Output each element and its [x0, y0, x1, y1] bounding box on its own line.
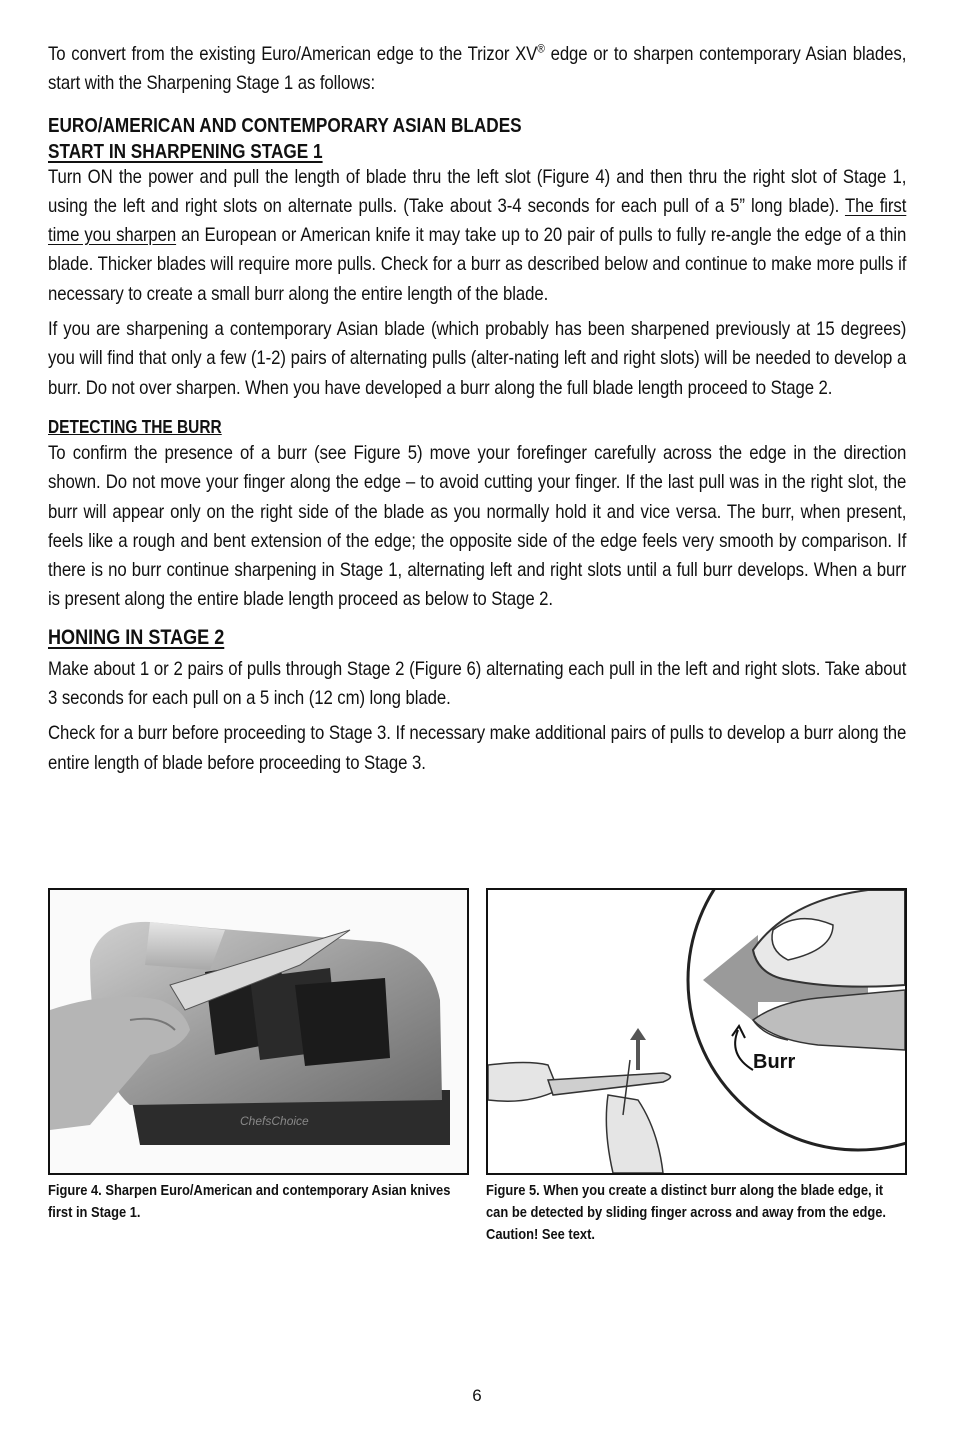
section1-heading: EURO/AMERICAN AND CONTEMPORARY ASIAN BLADES [48, 114, 522, 137]
section1-subheading: START IN SHARPENING STAGE 1 [48, 140, 323, 163]
section2-heading: DETECTING THE BURR [48, 416, 222, 437]
section3-paragraph-2: Check for a burr before proceeding to Stage 3. If necessary make additional pairs of pulls to develop a burr along the entire length of blade before proceeding to Stage 3. [48, 722, 907, 774]
intro-paragraph [48, 40, 906, 99]
intro-text-cont: edge or to sharpen contemporary Asian blades, start with the Sharpening Stage 1 as follows: [48, 43, 907, 95]
section3-paragraph-1: Make about 1 or 2 pairs of pulls through Stage 2 (Figure 6) alternating each pull in the left and right slots. Take about 3 seconds for each pull on a 5 inch (12 cm) long blade. [48, 657, 907, 710]
figures-row [48, 888, 906, 1174]
registered-mark: ® [537, 41, 545, 56]
section3-heading: HONING IN STAGE 2 [48, 625, 225, 649]
p1-text-b: an European or American knife it may take up to 20 pair of pulls to fully re-angle the edge of a thin blade. Thicker blades will require more pulls. Check for a burr as described below and continue to make more pulls if necessary to create a small burr along the entire length of the blade. [48, 224, 907, 305]
figure-4-sharpener-photo [48, 888, 469, 1175]
burr-label: Burr [753, 1051, 796, 1073]
intro-text: To convert from the existing Euro/American edge to the Trizor XV [48, 43, 538, 65]
p1-text-a: Turn ON the power and pull the length of blade thru the left slot (Figure 4) and then thru the right slot of Stage 1, using the left and right slots on alternate pulls. (Take about 3-4 seconds for each pull of a 5” long blade). [48, 165, 907, 217]
figure-4-caption: Figure 4. Sharpen Euro/American and contemporary Asian knives first in Stage 1. [48, 1182, 451, 1221]
document-body [48, 40, 906, 778]
brand-logo: ChefsChoice [240, 1114, 309, 1128]
p1-underlined-text: The first time you sharpen [48, 194, 907, 247]
section3-heading-wrap [48, 625, 906, 651]
burr-illustration [488, 890, 905, 1173]
figure-5-burr-diagram [486, 888, 907, 1175]
section1-paragraph-1 [48, 163, 906, 309]
page-number: 6 [472, 1386, 482, 1405]
section1-subheading-wrap [48, 139, 906, 165]
section1-paragraph-2: If you are sharpening a contemporary Asian blade (which probably has been sharpened previously at 15 degrees) you will find that only a few (1-2) pairs of alternating pulls (alter-nating left and right slots) will be needed to develop a burr. Do not over sharpen. When you have developed a burr along the full blade length proceed to Stage 2. [48, 318, 907, 399]
section2-paragraph: To confirm the presence of a burr (see Figure 5) move your forefinger carefully across the edge in the direction shown. Do not move your finger along the edge – to avoid cutting your finger. If the last pull was in the right slot, the burr will appear only on the right side of the blade as you normally hold it and vice versa. The burr, when present, feels like a rough and bent extension of the edge; the opposite side of the edge feels very smooth by comparison. If there is no burr continue sharpening in Stage 1, alternating left and right slots until a full burr develops. When a burr is present along the entire blade length proceed as below to Stage 2. [48, 441, 907, 611]
sharpener-illustration [50, 890, 467, 1173]
figure-5-caption: Figure 5. When you create a distinct burr along the blade edge, it can be detected by sliding finger across and away from the edge. Caution! See text. [486, 1182, 887, 1243]
